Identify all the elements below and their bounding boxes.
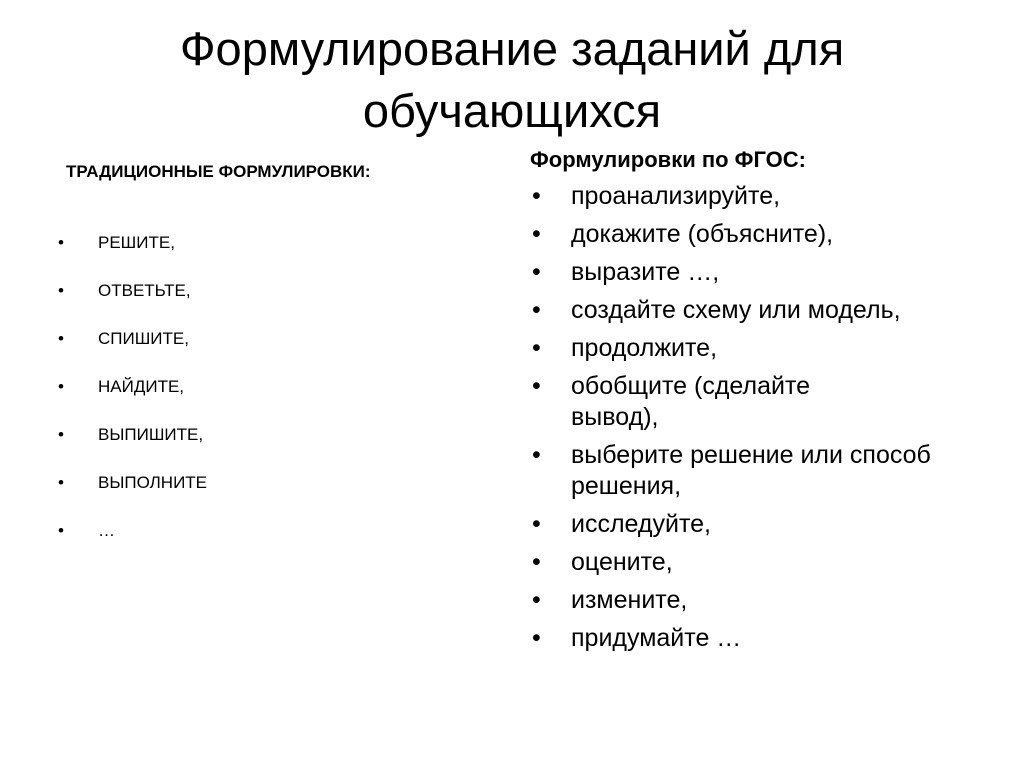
bullet-icon: • (58, 377, 64, 396)
list-item (530, 295, 1000, 326)
traditional-column (56, 158, 496, 567)
list-item (56, 519, 496, 567)
list-item (530, 623, 1000, 654)
list-item-text: ВЫПИШИТЕ, (98, 425, 204, 444)
list-item-text: обобщите (сделайте вывод), (571, 372, 811, 431)
list-item (56, 375, 496, 423)
list-item (530, 257, 1000, 288)
bullet-icon: • (58, 233, 64, 252)
bullet-icon: • (58, 425, 64, 444)
list-item (530, 333, 1000, 364)
traditional-list (56, 231, 496, 567)
list-item-text: проанализируйте, (571, 182, 781, 210)
bullet-icon: • (58, 281, 64, 300)
slide-title: Формулирование заданий для обучающихся (179, 22, 845, 137)
list-item-text: … (98, 521, 115, 540)
list-item-text: ОТВЕТЬТЕ, (98, 281, 191, 300)
fgos-list (530, 181, 1000, 654)
bullet-icon: • (532, 296, 541, 324)
bullet-icon: • (532, 441, 541, 469)
list-item (530, 547, 1000, 578)
list-item (56, 471, 496, 519)
list-item-text: исследуйте, (571, 510, 711, 538)
list-item-text: продолжите, (571, 334, 718, 362)
list-item (530, 585, 1000, 616)
bullet-icon: • (532, 220, 541, 248)
bullet-icon: • (532, 372, 541, 400)
list-item-text: НАЙДИТЕ, (98, 377, 185, 396)
bullet-icon: • (532, 510, 541, 538)
list-item (56, 231, 496, 279)
list-item-text: выберите решение или способ решения, (571, 441, 931, 500)
list-item (530, 509, 1000, 540)
fgos-heading: Формулировки по ФГОС: (530, 147, 806, 172)
list-item-text: РЕШИТЕ, (98, 233, 175, 252)
bullet-icon: • (532, 258, 541, 286)
bullet-icon: • (58, 473, 64, 492)
list-item (56, 423, 496, 471)
list-item (56, 327, 496, 375)
bullet-icon: • (532, 586, 541, 614)
list-item-text: выразите …, (571, 258, 720, 286)
list-item-text: оцените, (571, 548, 673, 576)
bullet-icon: • (532, 624, 541, 652)
list-item-text: ВЫПОЛНИТЕ (98, 473, 208, 492)
bullet-icon: • (532, 334, 541, 362)
list-item (530, 181, 1000, 212)
list-item (530, 371, 871, 433)
list-item (530, 440, 931, 502)
bullet-icon: • (58, 329, 64, 348)
list-item (56, 279, 496, 327)
list-item-text: придумайте … (571, 624, 742, 652)
list-item-text: измените, (571, 586, 688, 614)
bullet-icon: • (532, 182, 541, 210)
list-item (530, 219, 1000, 250)
list-item-text: докажите (объясните), (571, 220, 834, 248)
list-item-text: СПИШИТЕ, (98, 329, 189, 348)
traditional-heading: ТРАДИЦИОННЫЕ ФОРМУЛИРОВКИ: (66, 162, 371, 181)
fgos-column (530, 145, 1000, 661)
bullet-icon: • (532, 548, 541, 576)
bullet-icon: • (58, 521, 64, 540)
list-item-text: создайте схему или модель, (571, 296, 901, 324)
